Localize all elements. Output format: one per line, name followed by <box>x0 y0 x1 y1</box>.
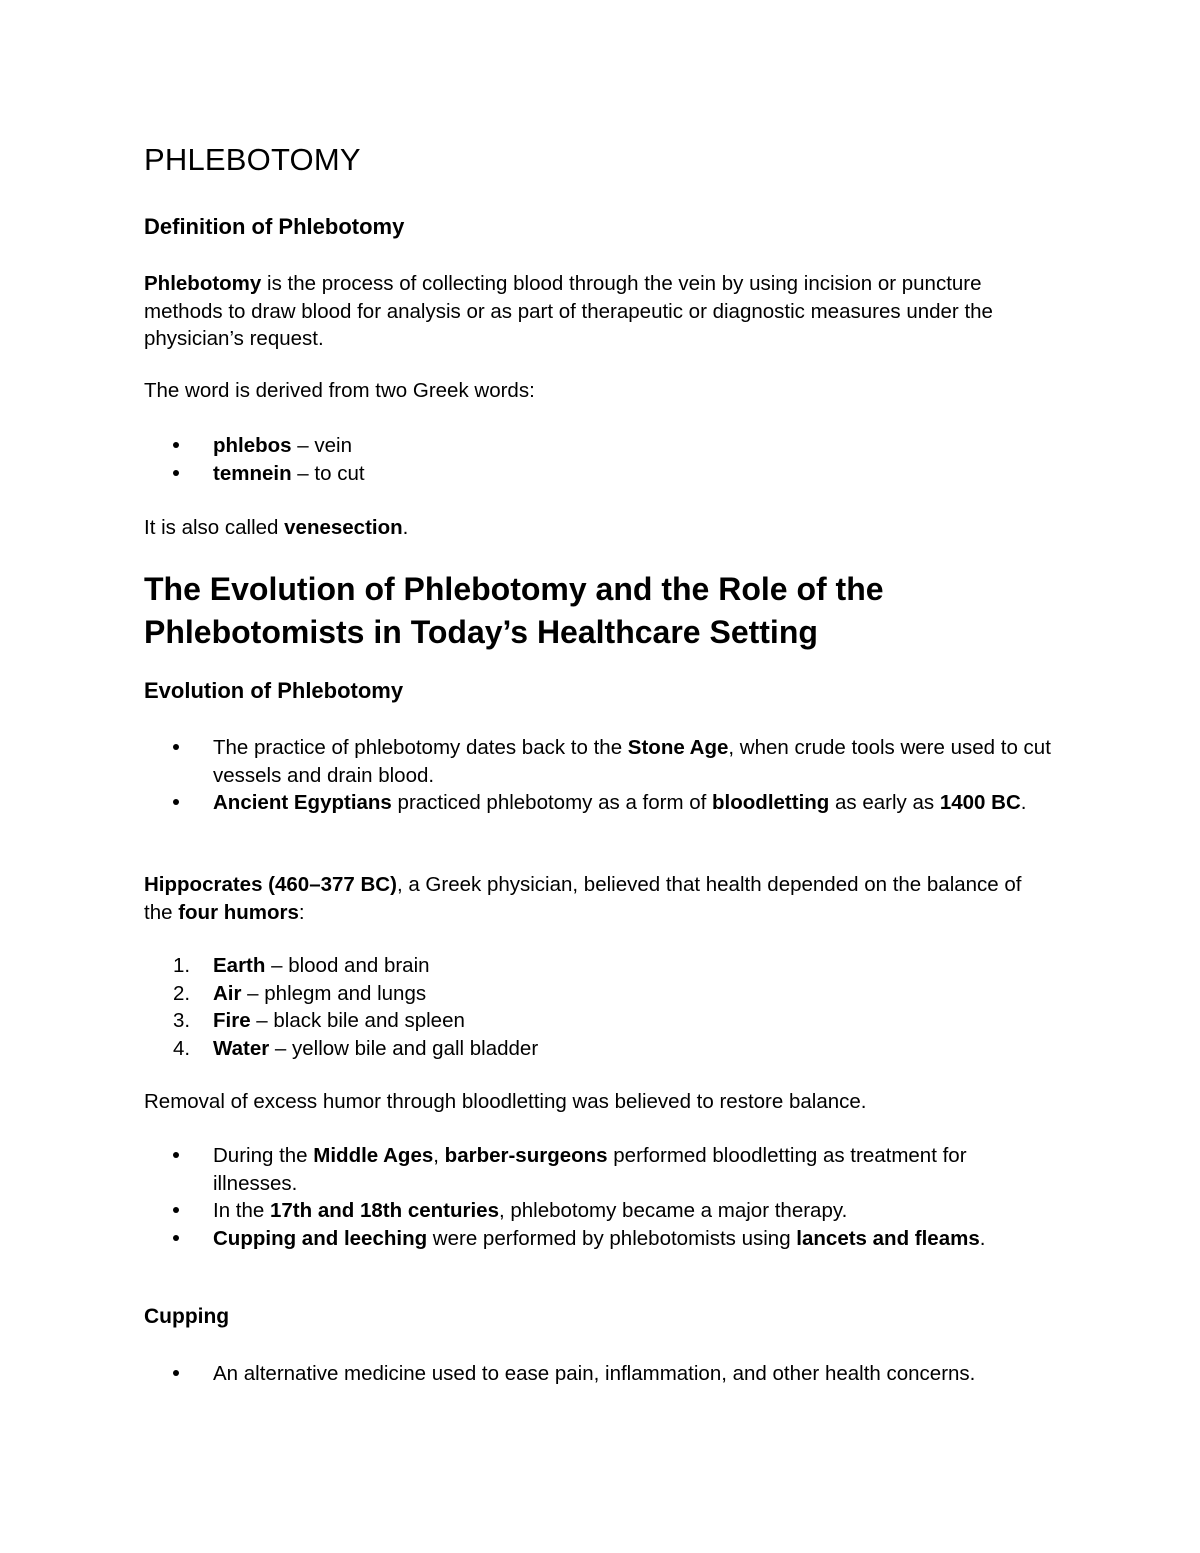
bullet-icon <box>169 1360 199 1388</box>
list-item: In the 17th and 18th centuries, phlebotomy became a major therapy. <box>144 1197 1053 1225</box>
definition-heading: Definition of Phlebotomy <box>144 214 405 239</box>
list-item: temnein – to cut <box>144 460 1053 488</box>
evolution-bullets <box>144 734 1051 817</box>
removal-paragraph: Removal of excess humor through bloodletting was believed to restore balance. <box>144 1090 867 1113</box>
list-item: The practice of phlebotomy dates back to the Stone Age, when crude tools were used to cut vessels and drain blood. <box>144 734 1053 789</box>
bullet-icon <box>169 789 199 817</box>
history-bullets <box>144 1142 1044 1252</box>
bullet-icon <box>169 1142 199 1170</box>
cupping-bullets <box>144 1360 1044 1388</box>
greek-words-list <box>144 432 1044 487</box>
bullet-icon <box>169 460 199 488</box>
definition-term: Phlebotomy <box>144 272 262 295</box>
list-item: 4. Water – yellow bile and gall bladder <box>173 1036 539 1060</box>
list-item: phlebos – vein <box>144 432 1053 460</box>
evolution-subheading: Evolution of Phlebotomy <box>144 678 404 703</box>
also-called-paragraph: It is also called venesection. <box>144 516 409 539</box>
list-item: 2. Air – phlegm and lungs <box>173 981 427 1005</box>
bullet-icon <box>169 734 199 762</box>
definition-paragraph <box>144 270 1024 353</box>
hippocrates-paragraph: Hippocrates (460–377 BC), a Greek physician, believed that health depended on the balance of the four humors: <box>144 873 1022 924</box>
list-item: 1. Earth – blood and brain <box>173 954 430 977</box>
bullet-icon <box>169 1225 199 1253</box>
evolution-main-heading: The Evolution of Phlebotomy and the Role of the Phlebotomists in Today’s Healthcare Setting <box>144 571 884 650</box>
venesection-term: venesection <box>284 516 403 539</box>
list-item: Ancient Egyptians practiced phlebotomy as a form of bloodletting as early as 1400 BC. <box>144 789 1053 817</box>
definition-text: is the process of collecting blood through the vein by using incision or puncture methods to draw blood for analysis or as part of therapeutic or diagnostic measures under the physician’s request. <box>144 272 993 350</box>
bullet-icon <box>169 432 199 460</box>
list-item: 3. Fire – black bile and spleen <box>173 1009 465 1032</box>
list-item: Cupping and leeching were performed by phlebotomists using lancets and fleams. <box>144 1225 1053 1253</box>
document-title: PHLEBOTOMY <box>144 142 361 177</box>
list-item: During the Middle Ages, barber-surgeons performed bloodletting as treatment for illnesses. <box>144 1142 1053 1197</box>
cupping-heading: Cupping <box>144 1305 230 1328</box>
derived-intro: The word is derived from two Greek words: <box>144 379 535 402</box>
humors-list <box>144 952 1044 1062</box>
list-item: An alternative medicine used to ease pain, inflammation, and other health concerns. <box>144 1360 1053 1388</box>
bullet-icon <box>169 1197 199 1225</box>
